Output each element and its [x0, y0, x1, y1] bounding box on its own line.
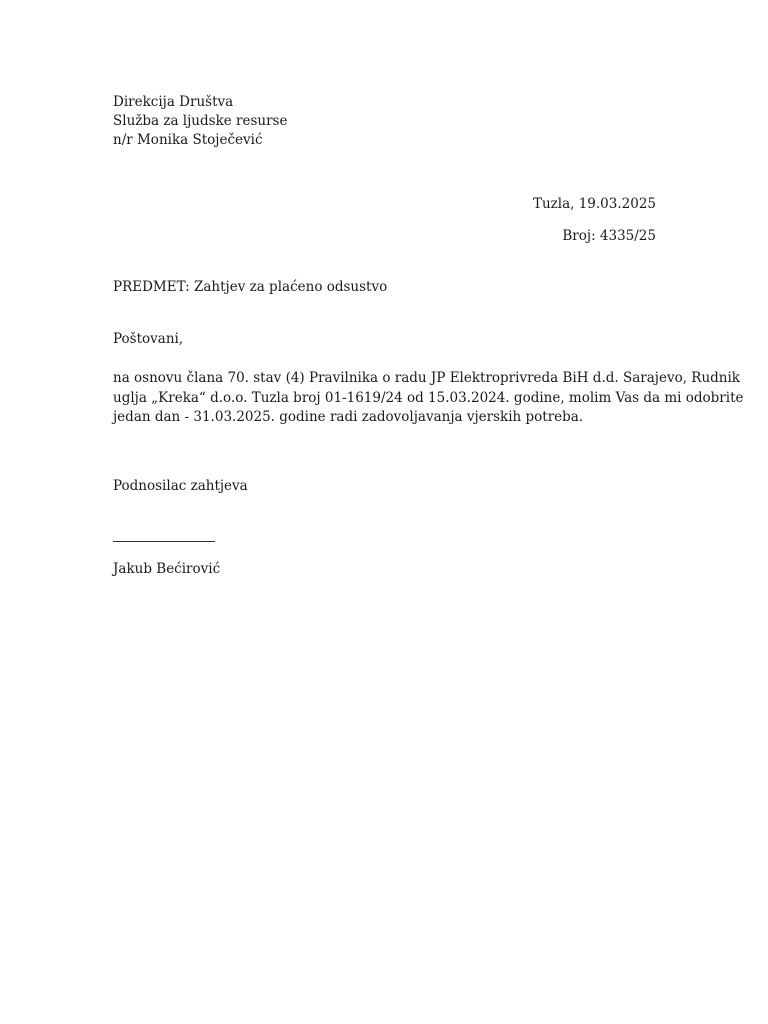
- addressee-block: [113, 93, 287, 150]
- addressee-line-attention: n/r Monika Stoječević: [113, 132, 263, 148]
- addressee-line-department: Služba za ljudske resurse: [113, 113, 288, 129]
- salutation: Poštovani,: [113, 331, 184, 347]
- body-line: na osnovu člana 70. stav (4) Pravilnika o radu JP Elektroprivreda BiH d.d. Sarajevo, Rudnik: [113, 370, 740, 386]
- applicant-label: Podnosilac zahtjeva: [113, 478, 248, 494]
- signature-line: [113, 541, 215, 542]
- body-line: jedan dan - 31.03.2025. godine radi zadovoljavanja vjerskih potreba.: [113, 409, 584, 425]
- body-paragraph: [113, 369, 744, 428]
- reference-number: Broj: 4335/25: [562, 228, 656, 244]
- addressee-line-company: Direkcija Društva: [113, 94, 234, 110]
- signer-name: Jakub Bećirović: [113, 561, 221, 577]
- date-line: Tuzla, 19.03.2025: [532, 196, 656, 212]
- subject-line: PREDMET: Zahtjev za plaćeno odsustvo: [113, 279, 388, 295]
- body-line: uglja „Kreka“ d.o.o. Tuzla broj 01-1619/24 od 15.03.2024. godine, molim Vas da mi odobrite: [113, 389, 744, 406]
